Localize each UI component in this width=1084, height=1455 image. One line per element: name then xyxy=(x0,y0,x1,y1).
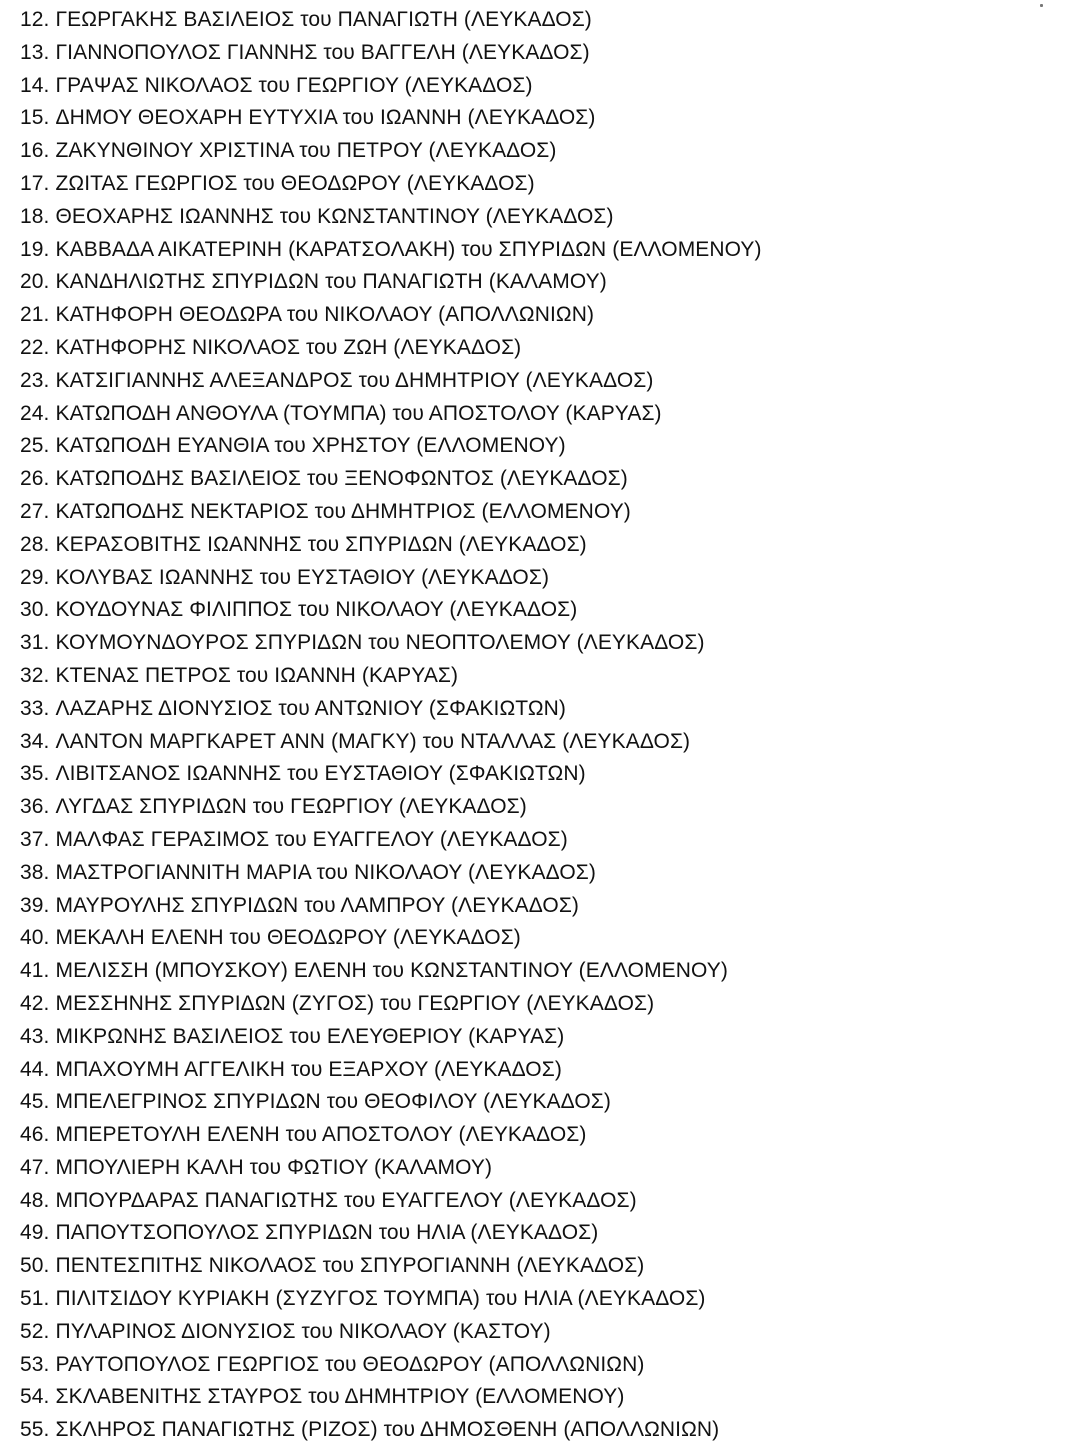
list-item xyxy=(20,627,1060,660)
item-number: 34. xyxy=(20,729,50,753)
item-text: ΚΑΤΣΙΓΙΑΝΝΗΣ ΑΛΕΞΑΝΔΡΟΣ του ΔΗΜΗΤΡΙΟΥ (ΛΕΥΚΑΔΟΣ) xyxy=(55,368,654,392)
item-number: 33. xyxy=(20,696,50,720)
item-number: 23. xyxy=(20,368,50,392)
item-text: ΠΥΛΑΡΙΝΟΣ ΔΙΟΝΥΣΙΟΣ του ΝΙΚΟΛΑΟΥ (ΚΑΣΤΟΥ) xyxy=(55,1319,551,1343)
list-item xyxy=(20,201,1060,234)
list-item xyxy=(20,496,1060,529)
item-text: ΔΗΜΟΥ ΘΕΟΧΑΡΗ ΕΥΤΥΧΙΑ του ΙΩΑΝΝΗ (ΛΕΥΚΑΔΟΣ) xyxy=(55,106,596,130)
item-number: 46. xyxy=(20,1123,50,1147)
list-item xyxy=(20,168,1060,201)
item-number: 25. xyxy=(20,434,50,458)
item-text: ΜΠΑΧΟΥΜΗ ΑΓΓΕΛΙΚΗ του ΕΞΑΡΧΟΥ (ΛΕΥΚΑΔΟΣ) xyxy=(55,1057,562,1081)
item-number: 42. xyxy=(20,991,50,1015)
item-number: 40. xyxy=(20,926,50,950)
item-number: 44. xyxy=(20,1057,50,1081)
item-text: ΚΑΤΗΦΟΡΗΣ ΝΙΚΟΛΑΟΣ του ΖΩΗ (ΛΕΥΚΑΔΟΣ) xyxy=(55,335,522,359)
item-number: 52. xyxy=(20,1319,50,1343)
list-item xyxy=(20,890,1060,923)
list-item xyxy=(20,1414,1060,1447)
item-number: 50. xyxy=(20,1254,50,1278)
item-text: ΚΕΡΑΣΟΒΙΤΗΣ ΙΩΑΝΝΗΣ του ΣΠΥΡΙΔΩΝ (ΛΕΥΚΑΔΟΣ) xyxy=(55,532,587,556)
list-item xyxy=(20,693,1060,726)
item-text: ΛΑΖΑΡΗΣ ΔΙΟΝΥΣΙΟΣ του ΑΝΤΩΝΙΟΥ (ΣΦΑΚΙΩΤΩΝ) xyxy=(55,696,566,720)
list-item xyxy=(20,594,1060,627)
list-item xyxy=(20,1054,1060,1087)
item-number: 36. xyxy=(20,795,50,819)
item-number: 16. xyxy=(20,139,50,163)
item-number: 14. xyxy=(20,73,50,97)
item-number: 31. xyxy=(20,631,50,655)
list-item xyxy=(20,791,1060,824)
item-text: ΓΡΑΨΑΣ ΝΙΚΟΛΑΟΣ του ΓΕΩΡΓΙΟΥ (ΛΕΥΚΑΔΟΣ) xyxy=(55,73,533,97)
item-text: ΜΑΣΤΡΟΓΙΑΝΝΙΤΗ ΜΑΡΙΑ του ΝΙΚΟΛΑΟΥ (ΛΕΥΚΑΔΟΣ) xyxy=(55,860,596,884)
name-list xyxy=(20,4,1060,1447)
item-text: ΜΕΛΙΣΣΗ (ΜΠΟΥΣΚΟΥ) ΕΛΕΝΗ του ΚΩΝΣΤΑΝΤΙΝΟΥ (ΕΛΛΟΜΕΝΟΥ) xyxy=(55,959,728,983)
list-item xyxy=(20,1381,1060,1414)
item-number: 28. xyxy=(20,532,50,556)
item-text: ΚΟΥΜΟΥΝΔΟΥΡΟΣ ΣΠΥΡΙΔΩΝ του ΝΕΟΠΤΟΛΕΜΟΥ (ΛΕΥΚΑΔΟΣ) xyxy=(55,631,705,655)
list-item xyxy=(20,726,1060,759)
item-text: ΚΤΕΝΑΣ ΠΕΤΡΟΣ του ΙΩΑΝΝΗ (ΚΑΡΥΑΣ) xyxy=(55,663,459,687)
item-text: ΜΕΣΣΗΝΗΣ ΣΠΥΡΙΔΩΝ (ΖΥΓΟΣ) του ΓΕΩΡΓΙΟΥ (ΛΕΥΚΑΔΟΣ) xyxy=(55,991,655,1015)
item-text: ΚΟΛΥΒΑΣ ΙΩΑΝΝΗΣ του ΕΥΣΤΑΘΙΟΥ (ΛΕΥΚΑΔΟΣ) xyxy=(55,565,550,589)
item-text: ΚΑΤΩΠΟΔΗΣ ΝΕΚΤΑΡΙΟΣ του ΔΗΜΗΤΡΙΟΣ (ΕΛΛΟΜΕΝΟΥ) xyxy=(55,499,631,523)
item-text: ΜΠΕΛΕΓΡΙΝΟΣ ΣΠΥΡΙΔΩΝ του ΘΕΟΦΙΛΟΥ (ΛΕΥΚΑΔΟΣ) xyxy=(55,1090,611,1114)
list-item xyxy=(20,660,1060,693)
item-number: 30. xyxy=(20,598,50,622)
list-item xyxy=(20,857,1060,890)
item-number: 26. xyxy=(20,467,50,491)
item-number: 53. xyxy=(20,1352,50,1376)
list-item xyxy=(20,955,1060,988)
item-text: ΚΑΝΔΗΛΙΩΤΗΣ ΣΠΥΡΙΔΩΝ του ΠΑΝΑΓΙΩΤΗ (ΚΑΛΑΜΟΥ) xyxy=(55,270,607,294)
list-item xyxy=(20,1316,1060,1349)
item-number: 47. xyxy=(20,1155,50,1179)
item-number: 37. xyxy=(20,827,50,851)
item-text: ΠΑΠΟΥΤΣΟΠΟΥΛΟΣ ΣΠΥΡΙΔΩΝ του ΗΛΙΑ (ΛΕΥΚΑΔΟΣ) xyxy=(55,1221,599,1245)
item-text: ΚΑΤΩΠΟΔΗΣ ΒΑΣΙΛΕΙΟΣ του ΞΕΝΟΦΩΝΤΟΣ (ΛΕΥΚΑΔΟΣ) xyxy=(55,467,628,491)
item-text: ΘΕΟΧΑΡΗΣ ΙΩΑΝΝΗΣ του ΚΩΝΣΤΑΝΤΙΝΟΥ (ΛΕΥΚΑΔΟΣ) xyxy=(55,204,614,228)
list-item xyxy=(20,365,1060,398)
list-item xyxy=(20,266,1060,299)
item-text: ΣΚΛΗΡΟΣ ΠΑΝΑΓΙΩΤΗΣ (ΡΙΖΟΣ) του ΔΗΜΟΣΘΕΝΗ (ΑΠΟΛΛΩΝΙΩΝ) xyxy=(55,1418,720,1442)
list-item xyxy=(20,758,1060,791)
item-number: 48. xyxy=(20,1188,50,1212)
item-text: ΜΑΥΡΟΥΛΗΣ ΣΠΥΡΙΔΩΝ του ΛΑΜΠΡΟΥ (ΛΕΥΚΑΔΟΣ) xyxy=(55,893,579,917)
item-number: 27. xyxy=(20,499,50,523)
list-item xyxy=(20,1152,1060,1185)
list-item xyxy=(20,1185,1060,1218)
item-number: 18. xyxy=(20,204,50,228)
list-item xyxy=(20,332,1060,365)
list-item xyxy=(20,398,1060,431)
list-item xyxy=(20,922,1060,955)
item-text: ΚΑΤΩΠΟΔΗ ΑΝΘΟΥΛΑ (ΤΟΥΜΠΑ) του ΑΠΟΣΤΟΛΟΥ (ΚΑΡΥΑΣ) xyxy=(55,401,662,425)
item-text: ΠΙΛΙΤΣΙΔΟΥ ΚΥΡΙΑΚΗ (ΣΥΖΥΓΟΣ ΤΟΥΜΠΑ) του ΗΛΙΑ (ΛΕΥΚΑΔΟΣ) xyxy=(55,1287,706,1311)
item-text: ΜΠΟΥΡΔΑΡΑΣ ΠΑΝΑΓΙΩΤΗΣ του ΕΥΑΓΓΕΛΟΥ (ΛΕΥΚΑΔΟΣ) xyxy=(55,1188,637,1212)
item-text: ΚΑΒΒΑΔΑ ΑΙΚΑΤΕΡΙΝΗ (ΚΑΡΑΤΣΟΛΑΚΗ) του ΣΠΥΡΙΔΩΝ (ΕΛΛΟΜΕΝΟΥ) xyxy=(55,237,762,261)
item-text: ΜΕΚΑΛΗ ΕΛΕΝΗ του ΘΕΟΔΩΡΟΥ (ΛΕΥΚΑΔΟΣ) xyxy=(55,926,521,950)
item-text: ΜΑΛΦΑΣ ΓΕΡΑΣΙΜΟΣ του ΕΥΑΓΓΕΛΟΥ (ΛΕΥΚΑΔΟΣ) xyxy=(55,827,568,851)
item-number: 12. xyxy=(20,8,50,31)
list-item xyxy=(20,824,1060,857)
item-text: ΛΑΝΤΟΝ ΜΑΡΓΚΑΡΕΤ ΑΝΝ (ΜΑΓΚΥ) του ΝΤΑΛΛΑΣ (ΛΕΥΚΑΔΟΣ) xyxy=(55,729,691,753)
list-item xyxy=(20,1250,1060,1283)
item-number: 51. xyxy=(20,1287,50,1311)
item-text: ΚΟΥΔΟΥΝΑΣ ΦΙΛΙΠΠΟΣ του ΝΙΚΟΛΑΟΥ (ΛΕΥΚΑΔΟΣ) xyxy=(55,598,578,622)
list-item xyxy=(20,1349,1060,1382)
item-number: 43. xyxy=(20,1024,50,1048)
list-item xyxy=(20,1119,1060,1152)
list-item xyxy=(20,299,1060,332)
item-text: ΓΕΩΡΓΑΚΗΣ ΒΑΣΙΛΕΙΟΣ του ΠΑΝΑΓΙΩΤΗ (ΛΕΥΚΑΔΟΣ) xyxy=(55,8,592,31)
list-item xyxy=(20,70,1060,103)
item-text: ΛΥΓΔΑΣ ΣΠΥΡΙΔΩΝ του ΓΕΩΡΓΙΟΥ (ΛΕΥΚΑΔΟΣ) xyxy=(55,795,527,819)
item-number: 17. xyxy=(20,171,50,195)
item-number: 32. xyxy=(20,663,50,687)
item-number: 35. xyxy=(20,762,50,786)
list-item xyxy=(20,1086,1060,1119)
list-item xyxy=(20,1283,1060,1316)
list-item xyxy=(20,135,1060,168)
item-number: 21. xyxy=(20,303,50,327)
item-number: 38. xyxy=(20,860,50,884)
list-item xyxy=(20,562,1060,595)
item-number: 55. xyxy=(20,1418,50,1442)
item-text: ΡΑΥΤΟΠΟΥΛΟΣ ΓΕΩΡΓΙΟΣ του ΘΕΟΔΩΡΟΥ (ΑΠΟΛΛΩΝΙΩΝ) xyxy=(55,1352,645,1376)
item-number: 29. xyxy=(20,565,50,589)
item-number: 49. xyxy=(20,1221,50,1245)
item-number: 13. xyxy=(20,40,50,64)
item-text: ΜΠΕΡΕΤΟΥΛΗ ΕΛΕΝΗ του ΑΠΟΣΤΟΛΟΥ (ΛΕΥΚΑΔΟΣ) xyxy=(55,1123,587,1147)
list-item xyxy=(20,1217,1060,1250)
list-item xyxy=(20,988,1060,1021)
item-number: 22. xyxy=(20,335,50,359)
list-item xyxy=(20,1021,1060,1054)
item-number: 45. xyxy=(20,1090,50,1114)
item-text: ΚΑΤΩΠΟΔΗ ΕΥΑΝΘΙΑ του ΧΡΗΣΤΟΥ (ΕΛΛΟΜΕΝΟΥ) xyxy=(55,434,566,458)
item-text: ΚΑΤΗΦΟΡΗ ΘΕΟΔΩΡΑ του ΝΙΚΟΛΑΟΥ (ΑΠΟΛΛΩΝΙΩΝ) xyxy=(55,303,595,327)
item-number: 54. xyxy=(20,1385,50,1409)
item-text: ΛΙΒΙΤΣΑΝΟΣ ΙΩΑΝΝΗΣ του ΕΥΣΤΑΘΙΟΥ (ΣΦΑΚΙΩΤΩΝ) xyxy=(55,762,586,786)
list-item xyxy=(20,463,1060,496)
item-text: ΖΑΚΥΝΘΙΝΟΥ ΧΡΙΣΤΙΝΑ του ΠΕΤΡΟΥ (ΛΕΥΚΑΔΟΣ) xyxy=(55,139,557,163)
list-item xyxy=(20,37,1060,70)
list-item xyxy=(20,234,1060,267)
item-text: ΜΠΟΥΛΙΕΡΗ ΚΑΛΗ του ΦΩΤΙΟΥ (ΚΑΛΑΜΟΥ) xyxy=(55,1155,493,1179)
item-number: 41. xyxy=(20,959,50,983)
item-number: 15. xyxy=(20,106,50,130)
list-item xyxy=(20,430,1060,463)
item-text: ΣΚΛΑΒΕΝΙΤΗΣ ΣΤΑΥΡΟΣ του ΔΗΜΗΤΡΙΟΥ (ΕΛΛΟΜΕΝΟΥ) xyxy=(55,1385,625,1409)
item-text: ΠΕΝΤΕΣΠΙΤΗΣ ΝΙΚΟΛΑΟΣ του ΣΠΥΡΟΓΙΑΝΝΗ (ΛΕΥΚΑΔΟΣ) xyxy=(55,1254,645,1278)
item-number: 19. xyxy=(20,237,50,261)
item-number: 39. xyxy=(20,893,50,917)
list-item xyxy=(20,4,1060,37)
list-item xyxy=(20,102,1060,135)
list-item xyxy=(20,529,1060,562)
item-number: 24. xyxy=(20,401,50,425)
item-text: ΓΙΑΝΝΟΠΟΥΛΟΣ ΓΙΑΝΝΗΣ του ΒΑΓΓΕΛΗ (ΛΕΥΚΑΔΟΣ) xyxy=(55,40,590,64)
item-number: 20. xyxy=(20,270,50,294)
item-text: ΜΙΚΡΩΝΗΣ ΒΑΣΙΛΕΙΟΣ του ΕΛΕΥΘΕΡΙΟΥ (ΚΑΡΥΑΣ) xyxy=(55,1024,565,1048)
item-text: ΖΩΙΤΑΣ ΓΕΩΡΓΙΟΣ του ΘΕΟΔΩΡΟΥ (ΛΕΥΚΑΔΟΣ) xyxy=(55,171,535,195)
